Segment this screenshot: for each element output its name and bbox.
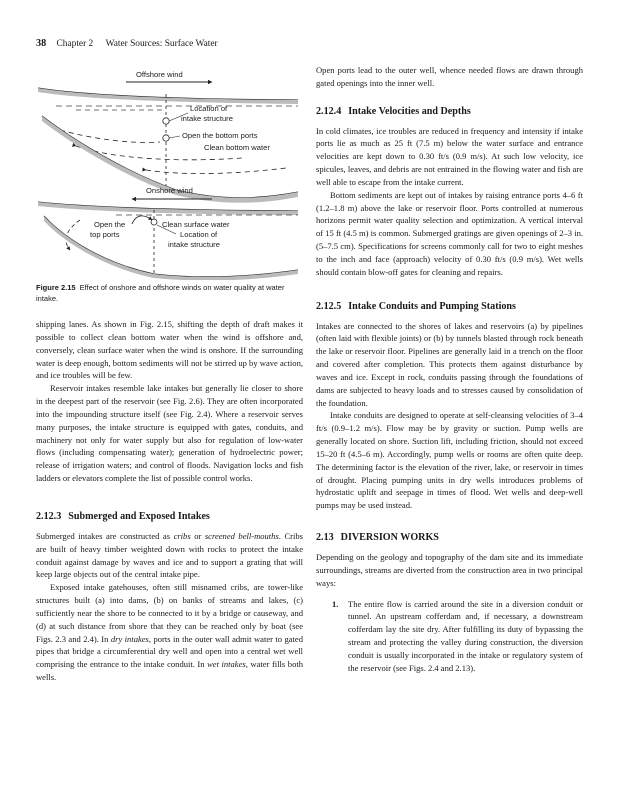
right-paragraph-3: Bottom sediments are kept out of intakes by raising entrance ports 4–6 ft (1.2–1.8 m) above the lake or reservoir floor. Ports controlled at numerous horizons permit water quality selection and optimization. A vertical interval of 15 ft (4.5 m) is common. Submerged gratings are given openings of 2–3 in. (5–7.5 cm). Specifications for screens commonly call for two to eight meshes to the inch and face (approach) velocity of 0.30 ft/s (0.9 m/s). Wet wells should contain blow-off gates for cleaning and repairs. (316, 189, 583, 277)
list-item-text: The entire flow is carried around the site in a diversion conduit or tunnel. An upstream cofferdam and, if necessary, a downstream cofferdam lay the site dry. After fulfilling its duty of bypassing the stream and protecting the valley during construction, the diversion conduit is usually incorporated in the intake or regulatory system of the reservoir (see Figs. 2.4 and 2.13). (348, 598, 583, 673)
section-heading-2-12-3 (36, 511, 303, 524)
list-spacer (316, 590, 583, 598)
list-item-number: 1. (332, 598, 339, 609)
figure-caption-text: Effect of onshore and offshore winds on water quality at water intake. (36, 283, 285, 303)
section-title: Intake Conduits and Pumping Stations (348, 300, 516, 312)
left-column (36, 64, 303, 684)
p3-term-bellmouths: screened bell-mouths (204, 530, 279, 541)
left-paragraph-3 (36, 530, 303, 581)
offshore-port-bottom (163, 135, 169, 141)
right-paragraph-6: Depending on the geology and topography of the dam site and its immediate surroundings, streams are diverted from the construction area in two principal ways: (316, 552, 583, 588)
open-bottom-ports-label: Open the bottom ports (182, 131, 258, 140)
p3-text-a: Submerged intakes are constructed as (36, 530, 174, 541)
diversion-list (316, 598, 583, 675)
p3-text-e: . Cribs are built of heavy timber weighted down with rocks to protect the intake conduit against damage by waves and ice and to support a grating that will keep large objects out of the central intake pipe. (36, 530, 303, 580)
section-number: 2.12.3 (36, 510, 62, 522)
chapter-title: Water Sources: Surface Water (105, 39, 218, 49)
p4-term-wet-intakes: wet intakes (207, 659, 246, 670)
figure-caption (36, 283, 303, 304)
left-paragraph-2: Reservoir intakes resemble lake intakes but generally lie closer to shore in the deepest part of the reservoir (see Fig. 2.6). They are often incorporated into the impounding structure itself (see Fig. 2.4). Where a reservoir serves many purposes, the intake structure is equipped with gates, conduits, and machinery not only for water supply but also for regulation of low-water flows (including compensating water); generation of hydroelectric power; release of irrigation waters; and control of floods. Navigation locks and fish ladders or elevators complete the list of possible control works. (36, 383, 303, 484)
list-item (316, 598, 583, 675)
section-title: Submerged and Exposed Intakes (68, 510, 210, 522)
section-number: 2.12.5 (316, 300, 342, 312)
offshore-location-label-1: Location of (190, 104, 228, 113)
onshore-port-arrow (132, 216, 152, 224)
section-title: Intake Velocities and Depths (348, 105, 471, 117)
right-paragraph-1: Open ports lead to the outer well, whence needed flows are drawn through gated openings into the inner well. (316, 65, 583, 88)
p4-text-a: Exposed intake gatehouses, often still misnamed cribs, are tower-like structures built (a) into dams, (b) on banks of streams and lakes, (c) sufficiently near the shore to be connected to it by a bridge or causeway, and (d) at such distance from shore that they can be reached only by boat (see Figs. 2.3 and 2.4). In (36, 582, 303, 644)
clean-surface-water-label: Clean surface water (162, 220, 230, 229)
open-top-ports-label-2: top ports (90, 230, 120, 239)
page-number: 38 (36, 38, 47, 49)
section-number: 2.13 (316, 532, 334, 544)
right-paragraph-2: In cold climates, ice troubles are reduced in frequency and intensity if intake ports lie as much as 25 ft (7.5 m) below the water surface and entrance velocities are kept down to 0.30 ft/s (0.9 m/s). At such low velocity, ice spicules, leaves, and debris are not entrained in the flowing water and fish are well able to escape from the intake current. (316, 125, 583, 187)
left-paragraph-1: shipping lanes. As shown in Fig. 2.15, shifting the depth of draft makes it possible to collect clean bottom water when the wind is offshore and, conversely, clean surface water when the wind is onshore. If the surrounding water is deep enough, bottom sediments will not be stirred up by wave action, and ice troubles will be few. (36, 319, 303, 381)
figure-caption-label: Figure 2.15 (36, 283, 76, 292)
onshore-wind-label: Onshore wind (146, 186, 193, 195)
figure-2-15 (36, 64, 303, 280)
right-column (316, 64, 583, 675)
clean-bottom-water-label: Clean bottom water (204, 143, 270, 152)
section-spacer-3 (316, 279, 583, 301)
page-header (36, 38, 596, 49)
chapter-label: Chapter 2 (56, 39, 94, 49)
p3-text-c: or (190, 530, 205, 541)
section-number: 2.12.4 (316, 105, 342, 117)
offshore-flow-arrow-3 (146, 168, 286, 174)
right-paragraph-5: Intake conduits are designed to operate at self-cleansing velocities of 3–4 ft/s (0.9–1.2 m/s). Flow may be by gravity or suction. Pump wells are generally located on shore. Suction lift, including friction, should not exceed 15–20 ft (4.5–6 m). Accordingly, pump wells or rooms are often quite deep. The determining factor is the elevation of the river, lake, or reservoir in times of drought. Placing pumping units in dry wells introduces problems of hydrostatic uplift and seepage in times of flood. Wet wells and deep-well pumps may be used instead. (316, 410, 583, 511)
section-spacer-4 (316, 512, 583, 532)
onshore-location-label-1: Location of (180, 230, 218, 239)
offshore-shore-hatch (38, 88, 298, 104)
section-heading-2-13 (316, 532, 583, 545)
p4-text-c: , ports in the outer wall admit water to gated pipes that bridge a circumferential dry well and open into a central wet well comprising the entrance to the intake conduit. In (36, 633, 303, 670)
section-heading-2-12-5 (316, 301, 583, 314)
section-spacer-1 (36, 485, 303, 511)
offshore-wind-label: Offshore wind (136, 70, 183, 79)
section-title: DIVERSION WORKS (340, 532, 439, 544)
offshore-panel (38, 70, 298, 203)
onshore-location-label-2: intake structure (168, 240, 220, 249)
p3-term-cribs: cribs (173, 530, 191, 541)
p4-text-e: , water fills both wells. (36, 659, 303, 683)
right-paragraph-4: Intakes are connected to the shores of lakes and reservoirs (a) by pipelines (often laid with flexible joints) or (b) by tunnels blasted through rock beneath the lake or reservoir floor. Pipelines are generally laid in a trench on the floor and covered after completion. This protects them against disturbance by waves and ice. Except in rock, conduits passing through the foundations of dams are subjected to heavy loads and to stresses caused by consolidation of the foundation. (316, 320, 583, 408)
offshore-ports-leader (169, 136, 180, 138)
left-paragraph-4 (36, 581, 303, 684)
caption-body-spacer (36, 304, 303, 318)
section-heading-2-12-4 (316, 106, 583, 119)
open-top-ports-label-1: Open the (94, 220, 126, 229)
offshore-location-label-2: intake structure (181, 114, 233, 123)
section-spacer-2 (316, 90, 583, 106)
p4-term-dry-intakes: dry intakes (110, 633, 149, 644)
offshore-port-top (163, 118, 169, 124)
